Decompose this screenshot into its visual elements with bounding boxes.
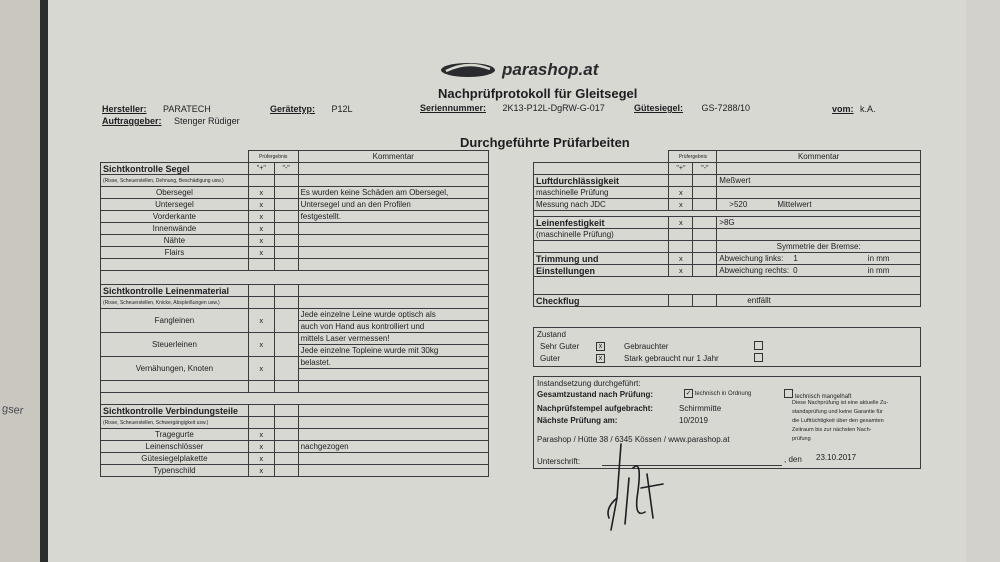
- parashop-swoosh-icon: [440, 62, 496, 78]
- verbindung-subtitle: (Risse, Scheuerstellen, Schwergängigkeit usw.): [101, 417, 249, 429]
- vom-field: vom: k.A.: [832, 104, 876, 114]
- document-title: Nachprüfprotokoll für Gleitsegel: [438, 86, 638, 101]
- table-row: Tragegurte x: [101, 429, 489, 441]
- table-row: Messung nach JDC x >520 Mittelwert: [534, 199, 921, 211]
- hersteller-field: Hersteller: PARATECH: [102, 104, 211, 114]
- plus-header: "+": [248, 163, 274, 175]
- right-inspection-table: Prüfergebnis Kommentar "+" "-" Luftdurchlässigkeit Meßwert maschinelle Prüfung x Messung nach JDC x >520 Mittelwert Leinenfestigkeit x >8G (maschinelle Prüfung) Symmetrie der Bremse: Trimmung und x Abweichung links: 1 in mm Einstellungen x Abweichung rechts: 0 in mm Checkflug entfällt: [533, 150, 921, 307]
- luft-title: Luftdurchlässigkeit: [534, 175, 669, 187]
- unterschrift-label: Unterschrift:: [537, 457, 581, 466]
- segel-subtitle: (Risse, Scheuerstellen, Dehnung, Beschädigung usw.): [101, 175, 249, 187]
- instand-title: Instandsetzung durchgeführt:: [537, 379, 641, 388]
- protocol-sheet: [48, 0, 966, 562]
- symmetrie-label: Symmetrie der Bremse:: [717, 241, 921, 253]
- naechste-label: Nächste Prüfung am:: [537, 416, 618, 425]
- zustand-checkbox-2: x: [596, 353, 605, 363]
- section-title: Durchgeführte Prüfarbeiten: [460, 135, 630, 150]
- table-row: Leinenschlösser x nachgezogen: [101, 441, 489, 453]
- table-row: Vernähungen, Knoten x belastet.: [101, 357, 489, 369]
- zustand-gebrauchter: Gebrauchter: [624, 342, 669, 351]
- verbindung-title: Sichtkontrolle Verbindungsteile: [101, 405, 249, 417]
- table-row: Checkflug entfällt: [534, 295, 921, 307]
- stempel-value: Schirmmitte: [679, 404, 722, 413]
- table-row: Einstellungen x Abweichung rechts: 0 in mm: [534, 265, 921, 277]
- table-row: maschinelle Prüfung x: [534, 187, 921, 199]
- table-row: Vorderkante x festgestellt.: [101, 211, 489, 223]
- zustand-box: [533, 327, 921, 367]
- background-paper-left: [0, 0, 40, 562]
- logo-text: parashop.at: [502, 60, 599, 79]
- left-inspection-table: Prüfergebnis Kommentar Sichtkontrolle Segel "+" "-" (Risse, Scheuerstellen, Dehnung, Beschädigung usw.) Obersegel x Es wurden keine Schäden am Obersegel, Untersegel x Untersegel und an den Profilen Vorderkante x festgestellt. Innenwände x Nähte x Flairs x Sichtkontrolle Leinenmaterial (Risse, Scheuerstellen, Knicke, Abspleißungen usw.) Fangleinen x Jede einzelne Leine wurde optisch als auch von Hand aus kontrolliert und Steuerleinen x mittels Laser vermessen! Jede einzelne Topleine wurde mit 30kg Vernähungen, Knoten x belastet. Sichtkontrolle Verbindungsteile (Risse, Scheuerstellen, Schwergängigkeit usw.) Tragegurte x Leinenschlösser x nachgezogen Gütesiegelplakette x Typenschild x: [100, 150, 489, 477]
- auftraggeber-field: Auftraggeber: Stenger Rüdiger: [102, 116, 240, 126]
- zustand-title: Zustand: [537, 330, 566, 339]
- kommentar-header: Kommentar: [298, 151, 488, 163]
- checkflug-title: Checkflug: [534, 295, 669, 307]
- den-label: , den: [784, 455, 802, 464]
- table-row: Untersegel x Untersegel und an den Profilen: [101, 199, 489, 211]
- background-paper-right: [966, 0, 1000, 562]
- table-row: Obersegel x Es wurden keine Schäden am Obersegel,: [101, 187, 489, 199]
- disclaimer-note: Diese Nachprüfung ist eine aktuelle Zu- standsprüfung und keine Garantie für die Lufttüchtigkeit über den gesamten Zeitraum bis zur nächsten Nach- prüfung: [792, 400, 889, 442]
- right-pruefergebnis-header: Prüfergebnis: [669, 151, 717, 163]
- leinen-subtitle: (Risse, Scheuerstellen, Knicke, Abspleißungen usw.): [101, 297, 249, 309]
- table-row: Typenschild x: [101, 465, 489, 477]
- guetesiegel-field: Gütesiegel: GS-7288/10: [634, 103, 751, 113]
- ok-checkbox: ✓ technisch in Ordnung: [685, 390, 752, 397]
- zustand-guter: Guter: [540, 354, 561, 363]
- date-value: 23.10.2017: [816, 453, 857, 462]
- segel-title: Sichtkontrolle Segel: [101, 163, 249, 175]
- handwritten-signature: [603, 438, 673, 538]
- mangel-checkbox: technisch mangelhaft: [784, 389, 851, 400]
- gesamt-label: Gesamtzustand nach Prüfung:: [537, 390, 654, 399]
- parashop-logo: [440, 60, 598, 80]
- table-row: Fangleinen x Jede einzelne Leine wurde optisch als: [101, 309, 489, 321]
- right-plus-header: "+": [669, 163, 693, 175]
- stempel-label: Nachprüfstempel aufgebracht:: [537, 404, 654, 413]
- table-row: Innenwände x: [101, 223, 489, 235]
- leinenfest-title: Leinenfestigkeit: [534, 217, 669, 229]
- zustand-checkbox-1: x: [596, 341, 605, 351]
- table-row: Flairs x: [101, 247, 489, 259]
- naechste-value: 10/2019: [679, 416, 708, 425]
- background-text: gser: [1, 402, 24, 418]
- leinen-title: Sichtkontrolle Leinenmaterial: [101, 285, 249, 297]
- minus-header: "-": [274, 163, 298, 175]
- zustand-checkbox-4: [754, 353, 763, 364]
- zustand-sehr-guter: Sehr Guter: [540, 342, 580, 351]
- table-row: Nähte x: [101, 235, 489, 247]
- instandsetzung-box: [533, 376, 921, 469]
- right-kommentar-header: Kommentar: [717, 151, 921, 163]
- seriennummer-field: Seriennummer: 2K13-P12L-DgRW-G-017: [420, 103, 605, 113]
- geraetetyp-field: Gerätetyp: P12L: [270, 104, 353, 114]
- table-row: Gütesiegelplakette x: [101, 453, 489, 465]
- zustand-checkbox-3: [754, 341, 763, 352]
- address: Parashop / Hütte 38 / 6345 Kössen / www.parashop.at: [537, 435, 730, 444]
- table-row: Steuerleinen x mittels Laser vermessen!: [101, 333, 489, 345]
- zustand-stark: Stark gebraucht nur 1 Jahr: [624, 354, 719, 363]
- table-row: Leinenfestigkeit x >8G: [534, 217, 921, 229]
- right-minus-header: "-": [693, 163, 717, 175]
- table-row: Trimmung und x Abweichung links: 1 in mm: [534, 253, 921, 265]
- pruefergebnis-header: Prüfergebnis: [248, 151, 298, 163]
